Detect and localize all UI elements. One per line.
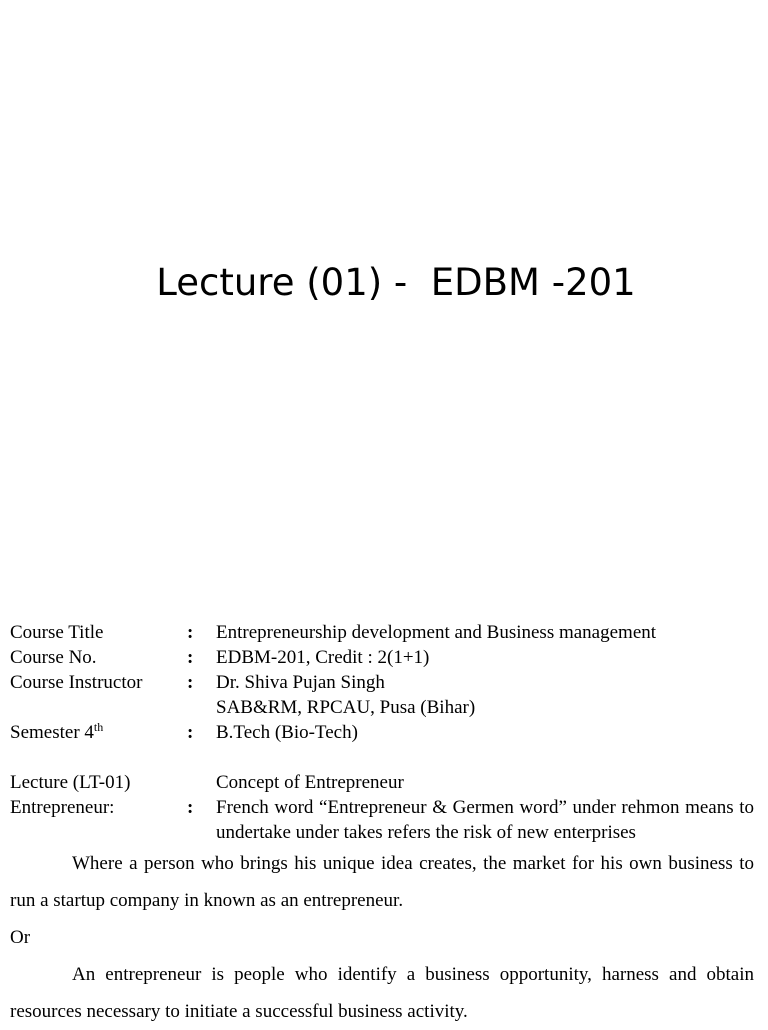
course-title-label: Course Title bbox=[10, 622, 104, 643]
semester-label bbox=[10, 720, 182, 745]
paragraph-or: Or bbox=[10, 927, 31, 948]
separator-colon: : bbox=[187, 722, 194, 743]
separator-colon: : bbox=[187, 797, 194, 818]
spacer bbox=[10, 745, 754, 770]
course-number-value: EDBM-201, Credit : 2(1+1) bbox=[216, 647, 430, 668]
course-number-row bbox=[10, 645, 754, 670]
slide-title: Lecture (01) - EDBM -201 bbox=[156, 261, 636, 304]
entrepreneur-definition: French word “Entrepreneur & Germen word” under rehmon means to undertake under takes refers the risk of new enterprises bbox=[216, 797, 754, 843]
instructor-affiliation-row bbox=[10, 695, 754, 720]
course-title-row bbox=[10, 620, 754, 645]
course-instructor-row bbox=[10, 670, 754, 695]
paragraph-definition-1: Where a person who brings his unique idea creates, the market for his own business to run a startup company in known as an entrepreneur. bbox=[10, 853, 754, 911]
course-instructor-value: Dr. Shiva Pujan Singh bbox=[216, 672, 385, 693]
paragraph-definition-2: An entrepreneur is people who identify a business opportunity, harness and obtain resources necessary to initiate a successful business activity. bbox=[10, 964, 754, 1022]
semester-label-text: Semester 4 bbox=[10, 722, 94, 743]
separator-colon: : bbox=[187, 672, 194, 693]
instructor-affiliation-value: SAB&RM, RPCAU, Pusa (Bihar) bbox=[216, 697, 476, 718]
lecture-document bbox=[10, 620, 754, 1030]
semester-label-superscript: th bbox=[93, 720, 104, 734]
lecture-topic: Concept of Entrepreneur bbox=[216, 772, 404, 793]
course-number-label: Course No. bbox=[10, 647, 97, 668]
lecture-label: Lecture (LT-01) bbox=[10, 772, 131, 793]
lecture-row bbox=[10, 770, 754, 795]
separator-colon: : bbox=[187, 622, 194, 643]
semester-row bbox=[10, 720, 754, 745]
course-instructor-label: Course Instructor bbox=[10, 672, 143, 693]
semester-value: B.Tech (Bio-Tech) bbox=[216, 722, 358, 743]
course-title-value: Entrepreneurship development and Business management bbox=[216, 622, 657, 643]
entrepreneur-label: Entrepreneur: bbox=[10, 797, 115, 818]
entrepreneur-row bbox=[10, 795, 754, 845]
separator-colon: : bbox=[187, 647, 194, 668]
